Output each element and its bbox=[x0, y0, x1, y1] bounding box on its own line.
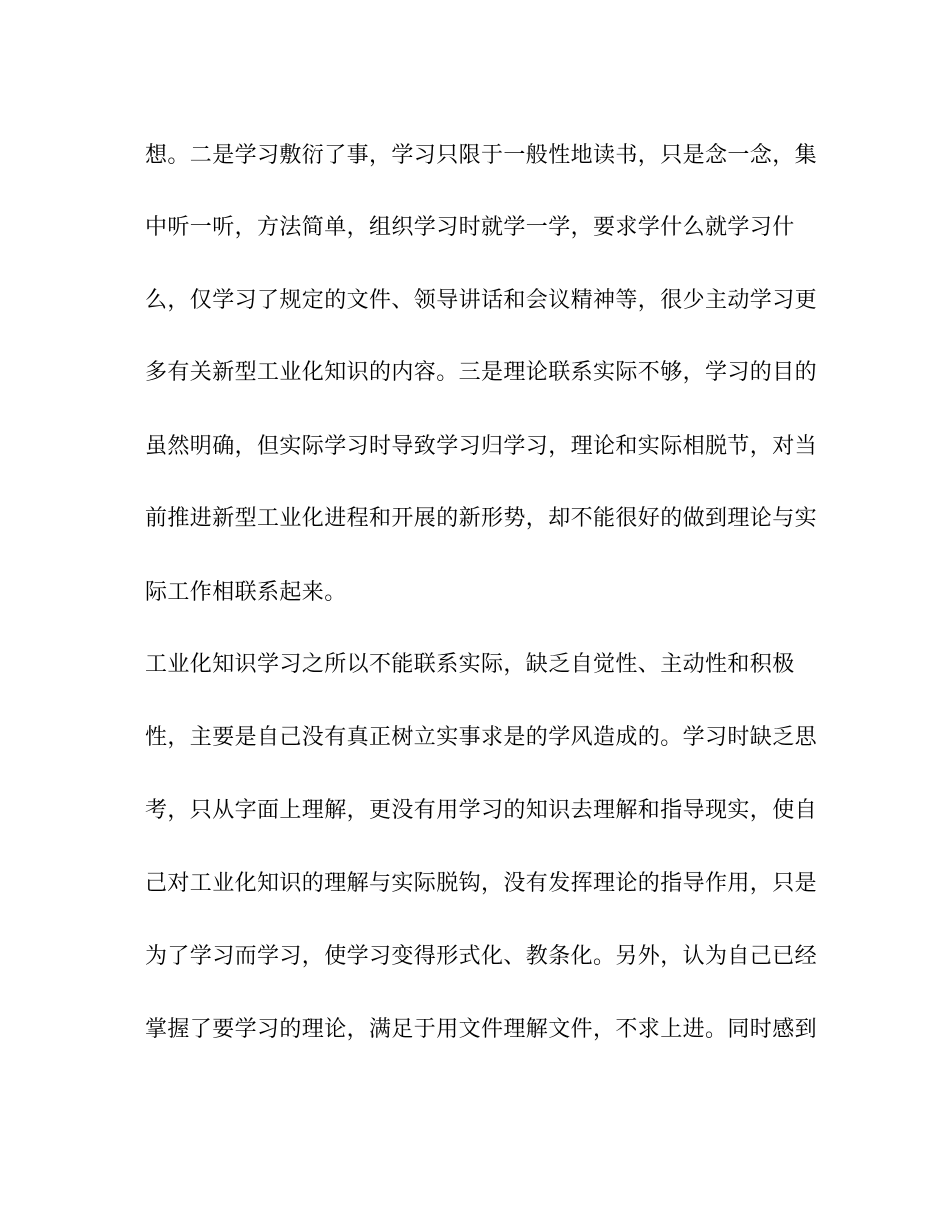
text-line: 际工作相联系起来。 bbox=[145, 580, 347, 605]
text-line: 中听一听，方法简单，组织学习时就学一学，要求学什么就学习什 bbox=[145, 215, 795, 240]
text-line: 性，主要是自己没有真正树立实事求是的学风造成的。学习时缺乏思 bbox=[145, 725, 818, 750]
text-line: 考，只从字面上理解，更没有用学习的知识去理解和指导现实，使自 bbox=[145, 798, 818, 823]
text-line: 前推进新型工业化进程和开展的新形势，却不能很好的做到理论与实 bbox=[145, 506, 818, 531]
text-line: 虽然明确，但实际学习时导致学习归学习，理论和实际相脱节，对当 bbox=[145, 434, 818, 459]
text-line: 想。二是学习敷衍了事，学习只限于一般性地读书，只是念一念，集 bbox=[145, 143, 818, 168]
text-line: 多有关新型工业化知识的内容。三是理论联系实际不够，学习的目的 bbox=[145, 360, 818, 385]
text-line: 工业化知识学习之所以不能联系实际，缺乏自觉性、主动性和积极 bbox=[145, 652, 795, 677]
text-line: 掌握了要学习的理论，满足于用文件理解文件，不求上进。同时感到 bbox=[145, 1017, 818, 1042]
text-line: 己对工业化知识的理解与实际脱钩，没有发挥理论的指导作用，只是 bbox=[145, 871, 818, 896]
text-line: 么，仅学习了规定的文件、领导讲话和会议精神等，很少主动学习更 bbox=[145, 288, 818, 313]
text-line: 为了学习而学习，使学习变得形式化、教条化。另外，认为自己已经 bbox=[145, 944, 818, 969]
